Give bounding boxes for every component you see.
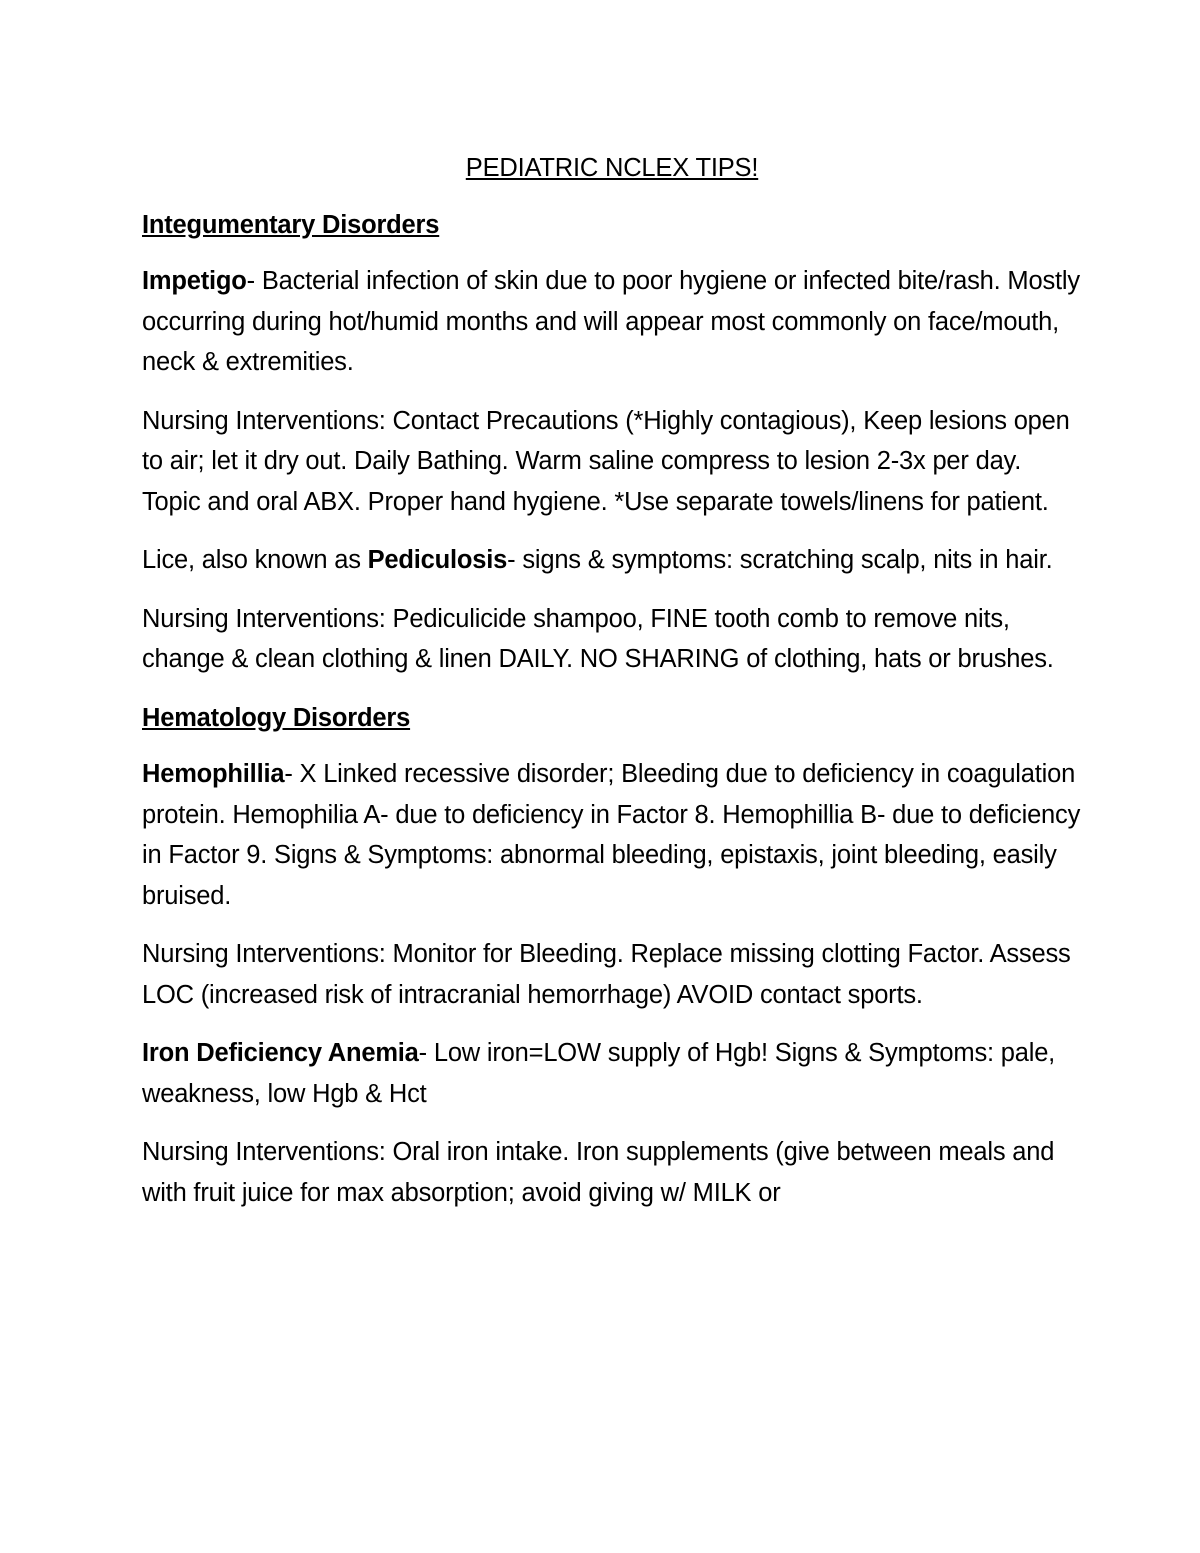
anemia-term: Iron Deficiency Anemia [142, 1039, 419, 1067]
anemia-interventions: Nursing Interventions: Oral iron intake. Iron supplements (give between meals and with fruit juice for max absorption; avoid giving w/ MILK or [142, 1138, 1055, 1207]
lice-paragraph [142, 540, 1082, 581]
section-heading-hematology: Hematology Disorders [142, 703, 411, 732]
hemophilia-paragraph [142, 754, 1082, 916]
pediculosis-term: Pediculosis [367, 546, 508, 574]
hemophilia-text: - X Linked recessive disorder; Bleeding due to deficiency in coagulation protein. Hemophilia A- due to deficiency in Factor 8. Hemophillia B- due to deficiency in Factor 9. Signs & Symptoms: abnormal bleeding, epistaxis, joint bleeding, easily bruised. [142, 760, 1081, 910]
impetigo-term: Impetigo [142, 267, 247, 295]
impetigo-text: - Bacterial infection of skin due to poor hygiene or infected bite/rash. Mostly occurring during hot/humid months and will appear most commonly on face/mouth, neck & extremities. [142, 267, 1080, 376]
anemia-paragraph [142, 1033, 1082, 1114]
section-heading-integumentary: Integumentary Disorders [142, 210, 440, 239]
hemophilia-term: Hemophillia [142, 760, 285, 788]
anemia-text: - Low iron=LOW supply of Hgb! Signs & Symptoms: pale, weakness, low Hgb & Hct [142, 1039, 1056, 1108]
document-title: PEDIATRIC NCLEX TIPS! [465, 154, 759, 182]
document-page [142, 148, 1082, 1231]
lice-text: - signs & symptoms: scratching scalp, nits in hair. [507, 546, 1053, 574]
impetigo-interventions: Nursing Interventions: Contact Precautions (*Highly contagious), Keep lesions open to air; let it dry out. Daily Bathing. Warm saline compress to lesion 2-3x per day. Topic and oral ABX. Proper hand hygiene. *Use separate towels/linens for patient. [142, 406, 1070, 516]
impetigo-paragraph [142, 261, 1082, 383]
hemophilia-interventions: Nursing Interventions: Monitor for Bleeding. Replace missing clotting Factor. Assess LOC (increased risk of intracranial hemorrhage) AVOID contact sports. [142, 940, 1071, 1009]
lice-prefix: Lice, also known as [142, 546, 368, 574]
lice-interventions: Nursing Interventions: Pediculicide shampoo, FINE tooth comb to remove nits, change & clean clothing & linen DAILY. NO SHARING of clothing, hats or brushes. [142, 604, 1054, 673]
